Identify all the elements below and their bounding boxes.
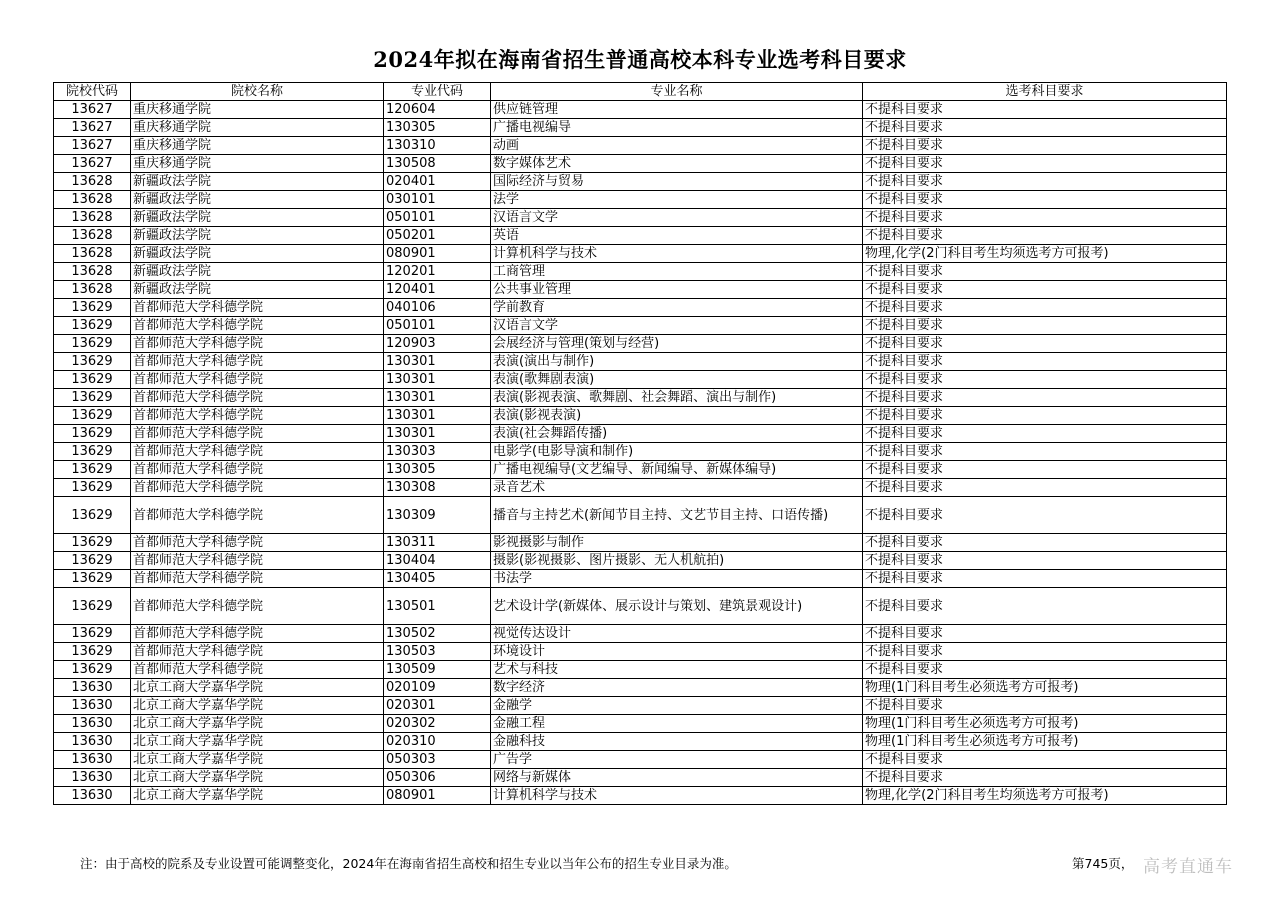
table-row bbox=[54, 715, 1227, 733]
cell-subject-requirement: 不提科目要求 bbox=[863, 119, 1227, 137]
table-row bbox=[54, 173, 1227, 191]
table-row bbox=[54, 751, 1227, 769]
table-row bbox=[54, 335, 1227, 353]
cell-major-name: 计算机科学与技术 bbox=[491, 245, 863, 263]
cell-school-name: 北京工商大学嘉华学院 bbox=[131, 751, 384, 769]
cell-major-code: 050303 bbox=[384, 751, 491, 769]
cell-major-code: 130301 bbox=[384, 389, 491, 407]
cell-subject-requirement: 不提科目要求 bbox=[863, 461, 1227, 479]
table-row bbox=[54, 697, 1227, 715]
table-row bbox=[54, 733, 1227, 751]
cell-school-name: 首都师范大学科德学院 bbox=[131, 461, 384, 479]
cell-school-name: 首都师范大学科德学院 bbox=[131, 625, 384, 643]
cell-major-name: 英语 bbox=[491, 227, 863, 245]
cell-major-name: 播音与主持艺术(新闻节目主持、文艺节目主持、口语传播) bbox=[491, 497, 863, 534]
cell-subject-requirement: 不提科目要求 bbox=[863, 137, 1227, 155]
cell-school-code: 13629 bbox=[54, 299, 131, 317]
cell-subject-requirement: 不提科目要求 bbox=[863, 497, 1227, 534]
header-major-name: 专业名称 bbox=[491, 83, 863, 101]
table-row bbox=[54, 155, 1227, 173]
cell-major-code: 030101 bbox=[384, 191, 491, 209]
table-row bbox=[54, 679, 1227, 697]
cell-subject-requirement: 不提科目要求 bbox=[863, 643, 1227, 661]
table-header-row bbox=[54, 83, 1227, 101]
cell-major-code: 130501 bbox=[384, 588, 491, 625]
cell-subject-requirement: 不提科目要求 bbox=[863, 769, 1227, 787]
cell-major-name: 艺术设计学(新媒体、展示设计与策划、建筑景观设计) bbox=[491, 588, 863, 625]
cell-major-name: 广播电视编导 bbox=[491, 119, 863, 137]
cell-school-code: 13630 bbox=[54, 697, 131, 715]
cell-major-name: 数字经济 bbox=[491, 679, 863, 697]
cell-subject-requirement: 不提科目要求 bbox=[863, 479, 1227, 497]
cell-major-name: 汉语言文学 bbox=[491, 317, 863, 335]
table-row bbox=[54, 552, 1227, 570]
cell-major-code: 130305 bbox=[384, 461, 491, 479]
cell-school-code: 13629 bbox=[54, 461, 131, 479]
cell-school-name: 首都师范大学科德学院 bbox=[131, 407, 384, 425]
header-major-code: 专业代码 bbox=[384, 83, 491, 101]
cell-major-name: 供应链管理 bbox=[491, 101, 863, 119]
table-row bbox=[54, 425, 1227, 443]
table-row bbox=[54, 245, 1227, 263]
cell-school-name: 北京工商大学嘉华学院 bbox=[131, 679, 384, 697]
cell-school-code: 13629 bbox=[54, 552, 131, 570]
cell-school-name: 首都师范大学科德学院 bbox=[131, 552, 384, 570]
cell-subject-requirement: 不提科目要求 bbox=[863, 227, 1227, 245]
cell-school-name: 北京工商大学嘉华学院 bbox=[131, 787, 384, 805]
cell-major-name: 环境设计 bbox=[491, 643, 863, 661]
cell-school-code: 13627 bbox=[54, 137, 131, 155]
table-row bbox=[54, 263, 1227, 281]
cell-subject-requirement: 不提科目要求 bbox=[863, 661, 1227, 679]
cell-school-code: 13628 bbox=[54, 191, 131, 209]
table-row bbox=[54, 769, 1227, 787]
table-row bbox=[54, 497, 1227, 534]
cell-major-code: 020301 bbox=[384, 697, 491, 715]
cell-major-name: 工商管理 bbox=[491, 263, 863, 281]
cell-major-code: 050101 bbox=[384, 209, 491, 227]
table-body bbox=[54, 101, 1227, 805]
cell-school-code: 13629 bbox=[54, 353, 131, 371]
table-row bbox=[54, 371, 1227, 389]
table-row bbox=[54, 281, 1227, 299]
cell-major-code: 130405 bbox=[384, 570, 491, 588]
cell-school-name: 北京工商大学嘉华学院 bbox=[131, 715, 384, 733]
cell-subject-requirement: 物理,化学(2门科目考生均须选考方可报考) bbox=[863, 245, 1227, 263]
cell-subject-requirement: 不提科目要求 bbox=[863, 281, 1227, 299]
cell-school-name: 首都师范大学科德学院 bbox=[131, 661, 384, 679]
cell-school-name: 新疆政法学院 bbox=[131, 263, 384, 281]
cell-major-name: 录音艺术 bbox=[491, 479, 863, 497]
cell-major-name: 计算机科学与技术 bbox=[491, 787, 863, 805]
cell-subject-requirement: 不提科目要求 bbox=[863, 625, 1227, 643]
cell-subject-requirement: 不提科目要求 bbox=[863, 299, 1227, 317]
table-row bbox=[54, 787, 1227, 805]
table-row bbox=[54, 588, 1227, 625]
cell-subject-requirement: 物理(1门科目考生必须选考方可报考) bbox=[863, 715, 1227, 733]
table-row bbox=[54, 461, 1227, 479]
cell-school-name: 首都师范大学科德学院 bbox=[131, 588, 384, 625]
cell-school-name: 新疆政法学院 bbox=[131, 245, 384, 263]
cell-school-code: 13628 bbox=[54, 281, 131, 299]
cell-school-name: 北京工商大学嘉华学院 bbox=[131, 733, 384, 751]
cell-major-name: 书法学 bbox=[491, 570, 863, 588]
table-row bbox=[54, 191, 1227, 209]
cell-major-code: 130301 bbox=[384, 407, 491, 425]
table-row bbox=[54, 137, 1227, 155]
cell-school-code: 13629 bbox=[54, 317, 131, 335]
cell-school-name: 重庆移通学院 bbox=[131, 119, 384, 137]
cell-subject-requirement: 不提科目要求 bbox=[863, 588, 1227, 625]
cell-school-code: 13627 bbox=[54, 119, 131, 137]
cell-subject-requirement: 不提科目要求 bbox=[863, 389, 1227, 407]
table-row bbox=[54, 119, 1227, 137]
cell-major-name: 影视摄影与制作 bbox=[491, 534, 863, 552]
cell-major-code: 050101 bbox=[384, 317, 491, 335]
cell-school-name: 新疆政法学院 bbox=[131, 209, 384, 227]
cell-school-name: 首都师范大学科德学院 bbox=[131, 299, 384, 317]
cell-major-name: 表演(社会舞蹈传播) bbox=[491, 425, 863, 443]
cell-school-name: 首都师范大学科德学院 bbox=[131, 497, 384, 534]
cell-subject-requirement: 不提科目要求 bbox=[863, 425, 1227, 443]
table-row bbox=[54, 443, 1227, 461]
cell-major-code: 130502 bbox=[384, 625, 491, 643]
cell-major-code: 130508 bbox=[384, 155, 491, 173]
cell-school-code: 13630 bbox=[54, 769, 131, 787]
cell-major-name: 电影学(电影导演和制作) bbox=[491, 443, 863, 461]
cell-major-code: 050306 bbox=[384, 769, 491, 787]
cell-school-name: 北京工商大学嘉华学院 bbox=[131, 769, 384, 787]
cell-major-code: 120201 bbox=[384, 263, 491, 281]
table-row bbox=[54, 317, 1227, 335]
cell-subject-requirement: 不提科目要求 bbox=[863, 155, 1227, 173]
header-subject-requirement: 选考科目要求 bbox=[863, 83, 1227, 101]
cell-school-code: 13629 bbox=[54, 625, 131, 643]
cell-major-name: 学前教育 bbox=[491, 299, 863, 317]
cell-school-name: 新疆政法学院 bbox=[131, 191, 384, 209]
cell-school-code: 13627 bbox=[54, 101, 131, 119]
watermark-text: 高考直通车 bbox=[1143, 857, 1233, 877]
cell-major-code: 130301 bbox=[384, 371, 491, 389]
cell-subject-requirement: 不提科目要求 bbox=[863, 317, 1227, 335]
cell-major-name: 表演(歌舞剧表演) bbox=[491, 371, 863, 389]
cell-school-code: 13629 bbox=[54, 570, 131, 588]
cell-subject-requirement: 不提科目要求 bbox=[863, 570, 1227, 588]
cell-major-name: 视觉传达设计 bbox=[491, 625, 863, 643]
cell-major-name: 法学 bbox=[491, 191, 863, 209]
cell-major-code: 130301 bbox=[384, 425, 491, 443]
cell-major-name: 金融学 bbox=[491, 697, 863, 715]
cell-major-code: 130301 bbox=[384, 353, 491, 371]
cell-major-name: 动画 bbox=[491, 137, 863, 155]
table-row bbox=[54, 479, 1227, 497]
cell-major-code: 120604 bbox=[384, 101, 491, 119]
cell-major-code: 120401 bbox=[384, 281, 491, 299]
cell-school-name: 新疆政法学院 bbox=[131, 173, 384, 191]
cell-school-code: 13629 bbox=[54, 479, 131, 497]
cell-subject-requirement: 不提科目要求 bbox=[863, 101, 1227, 119]
cell-major-name: 摄影(影视摄影、图片摄影、无人机航拍) bbox=[491, 552, 863, 570]
cell-major-name: 汉语言文学 bbox=[491, 209, 863, 227]
table-row bbox=[54, 570, 1227, 588]
cell-school-name: 北京工商大学嘉华学院 bbox=[131, 697, 384, 715]
cell-major-code: 040106 bbox=[384, 299, 491, 317]
cell-major-code: 130308 bbox=[384, 479, 491, 497]
cell-subject-requirement: 不提科目要求 bbox=[863, 335, 1227, 353]
cell-school-name: 新疆政法学院 bbox=[131, 281, 384, 299]
cell-school-code: 13630 bbox=[54, 715, 131, 733]
cell-major-name: 金融科技 bbox=[491, 733, 863, 751]
cell-major-name: 国际经济与贸易 bbox=[491, 173, 863, 191]
cell-school-code: 13629 bbox=[54, 534, 131, 552]
cell-school-name: 重庆移通学院 bbox=[131, 155, 384, 173]
cell-school-code: 13629 bbox=[54, 661, 131, 679]
cell-major-code: 020401 bbox=[384, 173, 491, 191]
cell-school-code: 13629 bbox=[54, 389, 131, 407]
cell-major-name: 数字媒体艺术 bbox=[491, 155, 863, 173]
table-row bbox=[54, 353, 1227, 371]
cell-subject-requirement: 不提科目要求 bbox=[863, 443, 1227, 461]
cell-major-name: 表演(影视表演、歌舞剧、社会舞蹈、演出与制作) bbox=[491, 389, 863, 407]
cell-school-name: 首都师范大学科德学院 bbox=[131, 389, 384, 407]
cell-school-code: 13627 bbox=[54, 155, 131, 173]
cell-subject-requirement: 不提科目要求 bbox=[863, 552, 1227, 570]
cell-school-name: 首都师范大学科德学院 bbox=[131, 425, 384, 443]
cell-major-code: 080901 bbox=[384, 245, 491, 263]
cell-school-code: 13629 bbox=[54, 407, 131, 425]
cell-major-code: 130509 bbox=[384, 661, 491, 679]
cell-school-code: 13629 bbox=[54, 335, 131, 353]
cell-major-name: 艺术与科技 bbox=[491, 661, 863, 679]
table-row bbox=[54, 389, 1227, 407]
cell-major-code: 130310 bbox=[384, 137, 491, 155]
table-row bbox=[54, 625, 1227, 643]
cell-school-code: 13628 bbox=[54, 227, 131, 245]
cell-major-code: 020302 bbox=[384, 715, 491, 733]
cell-subject-requirement: 不提科目要求 bbox=[863, 173, 1227, 191]
footnote: 注：由于高校的院系及专业设置可能调整变化，2024年在海南省招生高校和招生专业以当年公布的招生专业目录为准。 bbox=[80, 856, 737, 871]
cell-major-code: 080901 bbox=[384, 787, 491, 805]
table-row bbox=[54, 227, 1227, 245]
cell-subject-requirement: 不提科目要求 bbox=[863, 191, 1227, 209]
cell-major-name: 表演(演出与制作) bbox=[491, 353, 863, 371]
cell-major-name: 会展经济与管理(策划与经营) bbox=[491, 335, 863, 353]
cell-major-code: 020310 bbox=[384, 733, 491, 751]
cell-school-code: 13630 bbox=[54, 733, 131, 751]
cell-major-name: 金融工程 bbox=[491, 715, 863, 733]
table-row bbox=[54, 534, 1227, 552]
cell-school-code: 13628 bbox=[54, 173, 131, 191]
cell-school-name: 首都师范大学科德学院 bbox=[131, 371, 384, 389]
cell-school-name: 首都师范大学科德学院 bbox=[131, 534, 384, 552]
cell-school-code: 13629 bbox=[54, 643, 131, 661]
cell-school-name: 新疆政法学院 bbox=[131, 227, 384, 245]
cell-major-code: 130305 bbox=[384, 119, 491, 137]
cell-school-code: 13630 bbox=[54, 679, 131, 697]
cell-major-code: 130311 bbox=[384, 534, 491, 552]
table-row bbox=[54, 101, 1227, 119]
cell-school-code: 13628 bbox=[54, 263, 131, 281]
cell-school-code: 13628 bbox=[54, 245, 131, 263]
cell-school-name: 重庆移通学院 bbox=[131, 137, 384, 155]
cell-major-name: 网络与新媒体 bbox=[491, 769, 863, 787]
cell-subject-requirement: 不提科目要求 bbox=[863, 697, 1227, 715]
cell-school-name: 首都师范大学科德学院 bbox=[131, 570, 384, 588]
cell-subject-requirement: 不提科目要求 bbox=[863, 263, 1227, 281]
cell-major-name: 表演(影视表演) bbox=[491, 407, 863, 425]
cell-school-name: 首都师范大学科德学院 bbox=[131, 353, 384, 371]
table-row bbox=[54, 209, 1227, 227]
cell-school-name: 重庆移通学院 bbox=[131, 101, 384, 119]
cell-major-code: 130309 bbox=[384, 497, 491, 534]
cell-major-code: 130303 bbox=[384, 443, 491, 461]
cell-subject-requirement: 不提科目要求 bbox=[863, 371, 1227, 389]
cell-school-name: 首都师范大学科德学院 bbox=[131, 317, 384, 335]
page-number: 第745页， bbox=[1072, 856, 1134, 871]
cell-subject-requirement: 不提科目要求 bbox=[863, 353, 1227, 371]
cell-school-code: 13629 bbox=[54, 497, 131, 534]
cell-subject-requirement: 不提科目要求 bbox=[863, 209, 1227, 227]
cell-school-code: 13629 bbox=[54, 588, 131, 625]
cell-major-name: 广告学 bbox=[491, 751, 863, 769]
table-row bbox=[54, 661, 1227, 679]
cell-school-code: 13629 bbox=[54, 443, 131, 461]
cell-major-code: 130404 bbox=[384, 552, 491, 570]
cell-school-code: 13629 bbox=[54, 425, 131, 443]
document-title: 2024年拟在海南省招生普通高校本科专业选考科目要求 bbox=[373, 47, 907, 72]
cell-subject-requirement: 不提科目要求 bbox=[863, 534, 1227, 552]
cell-major-code: 130503 bbox=[384, 643, 491, 661]
table-row bbox=[54, 407, 1227, 425]
cell-school-code: 13630 bbox=[54, 787, 131, 805]
cell-subject-requirement: 不提科目要求 bbox=[863, 751, 1227, 769]
cell-school-name: 首都师范大学科德学院 bbox=[131, 479, 384, 497]
cell-school-code: 13628 bbox=[54, 209, 131, 227]
cell-subject-requirement: 不提科目要求 bbox=[863, 407, 1227, 425]
cell-subject-requirement: 物理(1门科目考生必须选考方可报考) bbox=[863, 679, 1227, 697]
cell-major-code: 050201 bbox=[384, 227, 491, 245]
cell-major-name: 公共事业管理 bbox=[491, 281, 863, 299]
cell-school-name: 首都师范大学科德学院 bbox=[131, 335, 384, 353]
header-school-code: 院校代码 bbox=[54, 83, 131, 101]
table-row bbox=[54, 643, 1227, 661]
cell-major-name: 广播电视编导(文艺编导、新闻编导、新媒体编导) bbox=[491, 461, 863, 479]
cell-school-code: 13630 bbox=[54, 751, 131, 769]
cell-major-code: 020109 bbox=[384, 679, 491, 697]
cell-school-name: 首都师范大学科德学院 bbox=[131, 643, 384, 661]
table-row bbox=[54, 299, 1227, 317]
cell-subject-requirement: 物理,化学(2门科目考生均须选考方可报考) bbox=[863, 787, 1227, 805]
cell-major-code: 120903 bbox=[384, 335, 491, 353]
cell-subject-requirement: 物理(1门科目考生必须选考方可报考) bbox=[863, 733, 1227, 751]
cell-school-code: 13629 bbox=[54, 371, 131, 389]
cell-school-name: 首都师范大学科德学院 bbox=[131, 443, 384, 461]
header-school-name: 院校名称 bbox=[131, 83, 384, 101]
requirements-table bbox=[53, 82, 1227, 805]
